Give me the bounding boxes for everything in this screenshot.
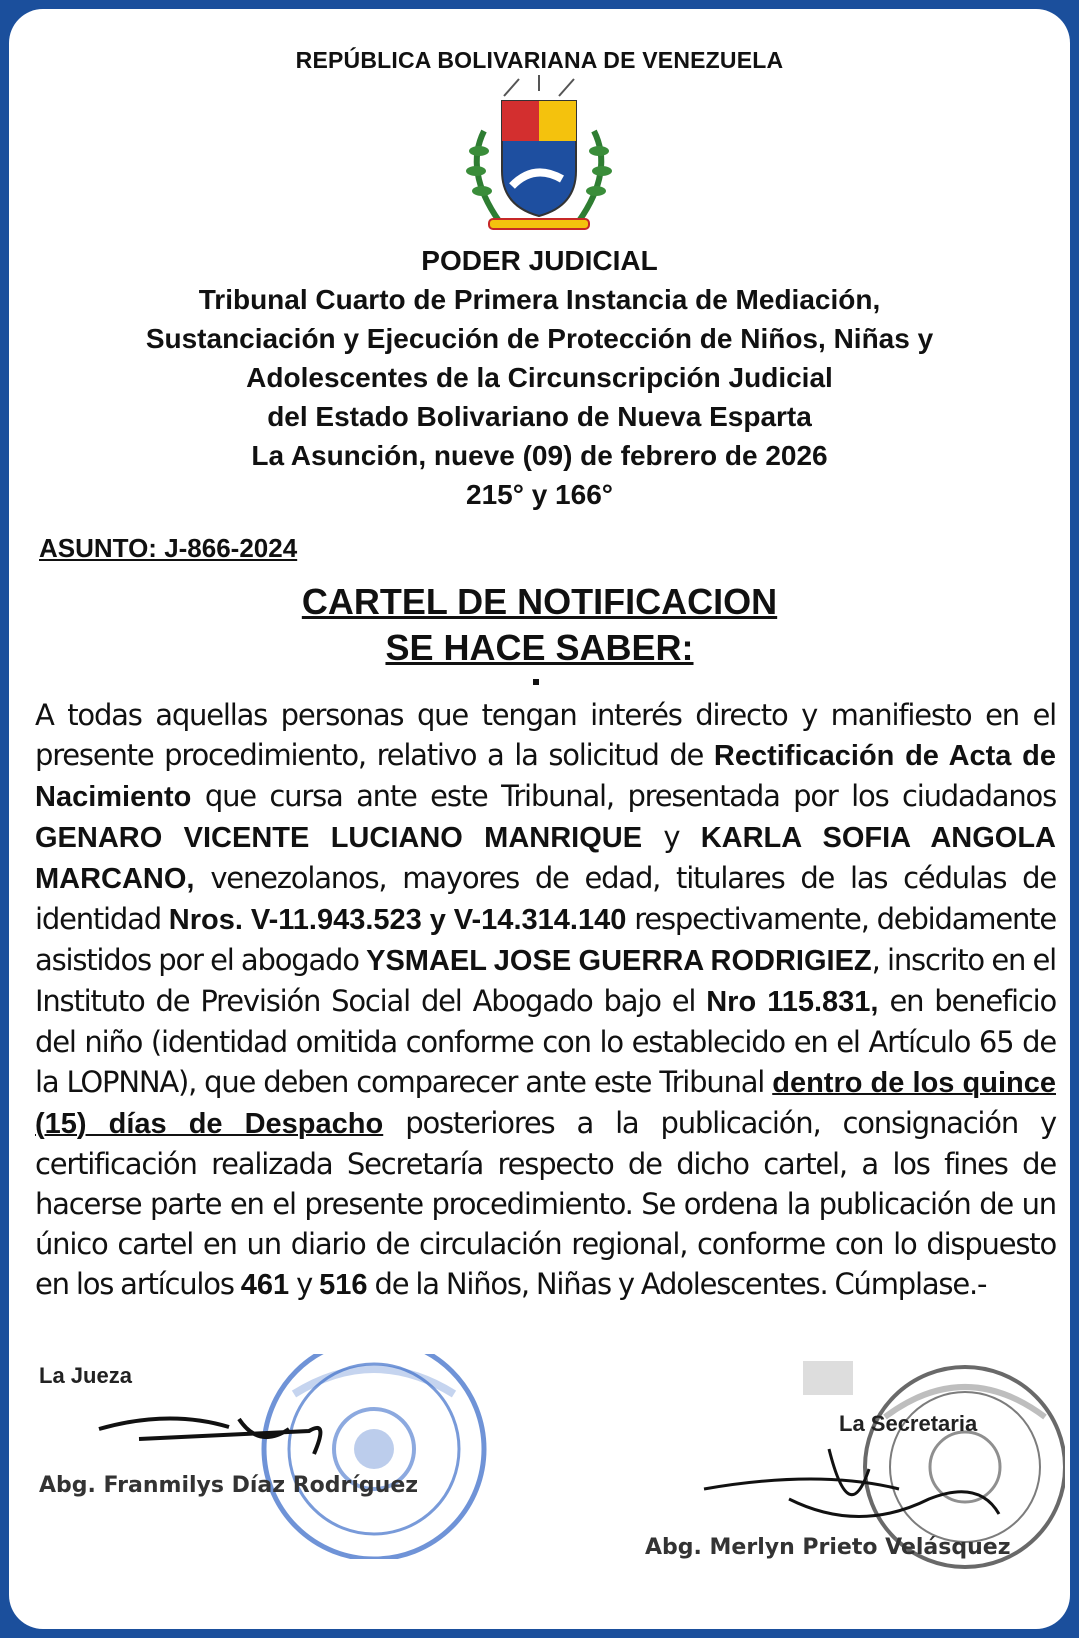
body-text: de la Niños, Niñas y Adolescentes. Cúmplase.- xyxy=(367,1267,987,1301)
body-bold: 461 xyxy=(240,1269,290,1301)
secretary-name: Abg. Merlyn Prieto Velásquez xyxy=(645,1535,1011,1560)
heading-line: Sustanciación y Ejecución de Protección de Niños, Niñas y xyxy=(145,323,934,354)
notice-title: CARTEL DE NOTIFICACION xyxy=(301,581,778,622)
heading-line: PODER JUDICIAL xyxy=(421,245,658,276)
body-bold: 516 xyxy=(319,1269,368,1301)
secretary-title: La Secretaria xyxy=(839,1411,978,1436)
coat-of-arms-icon xyxy=(444,71,634,241)
body-bold: GENARO VICENTE LUCIANO MANRIQUE xyxy=(35,822,643,854)
body-bold: YSMAEL JOSE GUERRA RODRIGIEZ xyxy=(366,945,872,977)
body-text: , inscrito en el Instituto de Previsión Social del Abogado bajo el xyxy=(35,943,1056,1018)
body-bold: KARLA SOFIA ANGOLA MARCANO, xyxy=(35,822,1056,895)
judge-signature-icon xyxy=(89,1399,349,1469)
case-number: ASUNTO: J-866-2024 xyxy=(39,533,298,563)
body-text: y xyxy=(289,1267,320,1301)
notice-subtitle: SE HACE SABER: xyxy=(385,627,694,668)
notice-title-block xyxy=(9,579,1070,671)
gray-box xyxy=(803,1361,853,1395)
heading-line: Adolescentes de la Circunscripción Judicial xyxy=(246,362,833,393)
court-heading xyxy=(9,241,1070,514)
body-text: que cursa ante este Tribunal, presentada por los ciudadanos xyxy=(191,779,1056,813)
body-bold: Nros. V-11.943.523 y V-14.314.140 xyxy=(168,904,627,936)
body-bold: Nro 115.831, xyxy=(706,986,879,1018)
notice-card xyxy=(9,9,1070,1629)
heading-line: del Estado Bolivariano de Nueva Esparta xyxy=(267,401,812,432)
country-title: REPÚBLICA BOLIVARIANA DE VENEZUELA xyxy=(295,47,784,73)
body-text: en beneficio del niño (identidad omitida conforme con lo establecido en el Artículo 65 de la LOPNNA), que deben comparecer ante este Tribunal xyxy=(35,984,1056,1099)
body-bold-underlined: dentro de los quince (15) días de Despacho xyxy=(35,1067,1056,1140)
body-bold: Rectificación de Acta de Nacimiento xyxy=(35,740,1057,813)
body-text: posteriores a la publicación, consignación y certificación realizada Secretaría respecto de dicho cartel, a los fines de hacerse parte en el presente procedimiento. Se ordena la publicación de un único cartel en un diario de circulación regional, conforme con lo dispuesto en los artículos xyxy=(35,1106,1056,1301)
body-text: respectivamente, debidamente asistidos por el abogado xyxy=(35,902,1056,977)
heading-line: Tribunal Cuarto de Primera Instancia de Mediación, xyxy=(198,284,881,315)
heading-line: La Asunción, nueve (09) de febrero de 2026 xyxy=(251,440,828,471)
judge-name: Abg. Franmilys Díaz Rodríguez xyxy=(39,1473,419,1498)
body-text: y xyxy=(642,820,701,854)
body-text: A todas aquellas personas que tengan interés directo y manifiesto en el presente procedimiento, relativo a la solicitud de xyxy=(35,698,1056,772)
notice-body xyxy=(35,695,1056,1305)
body-text: venezolanos, mayores de edad, titulares de las cédulas de identidad xyxy=(35,861,1056,936)
dot-mark xyxy=(533,679,539,685)
heading-line: 215° y 166° xyxy=(466,479,613,510)
secretary-signature-icon xyxy=(699,1429,1029,1539)
judge-title: La Jueza xyxy=(39,1363,132,1388)
